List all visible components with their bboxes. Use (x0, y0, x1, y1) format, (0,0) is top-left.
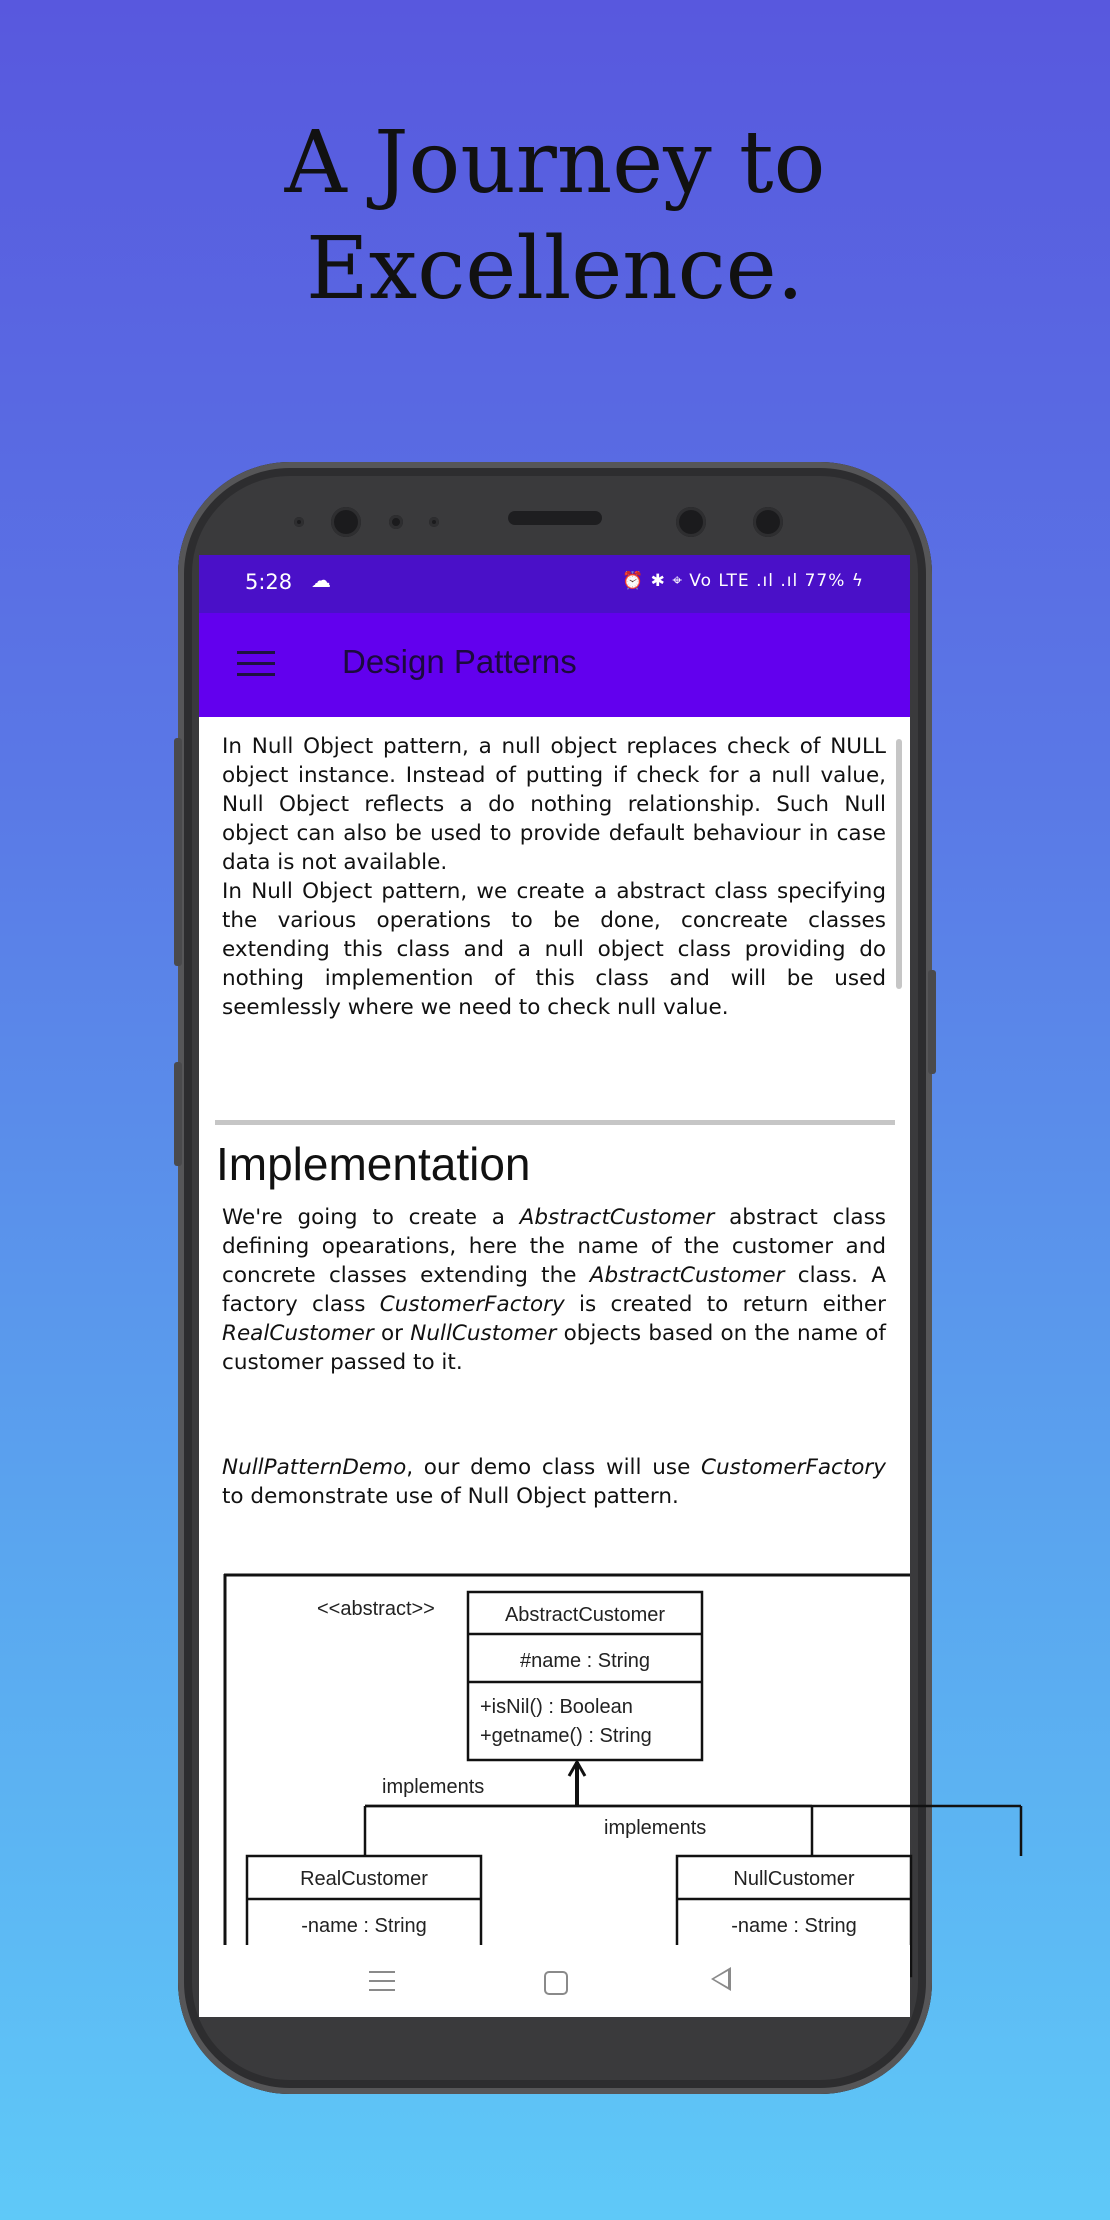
front-sensor-4 (676, 507, 706, 537)
abstract-class-method-1: +isNil() : Boolean (480, 1696, 633, 1718)
paragraph-description: In Null Object pattern, we create a abstract class specifying the various operations to be done, concreate classes extending this class and a null object class providing do nothing implemention of this class and will be used seemlessly where we need to check null value. (222, 879, 886, 1020)
front-sensor-3 (429, 517, 439, 527)
front-sensor-1 (294, 517, 304, 527)
abstract-class-attr: #name : String (519, 1650, 651, 1672)
paragraph-demo: NullPatternDemo, our demo class will use CustomerFactory to demonstrate use of Null Object pattern. (222, 1455, 886, 1509)
paragraph-implementation: We're going to create a AbstractCustomer abstract class defining opearations, here the name of the customer and concrete classes extending the AbstractCustomer class. A factory class CustomerFactory is created to return either RealCustomer or NullCustomer objects based on the name of customer passed to it. (222, 1205, 886, 1375)
phone-frame (178, 462, 932, 2094)
home-icon[interactable] (544, 1971, 568, 1995)
hamburger-menu-icon[interactable] (237, 651, 275, 679)
cloud-icon: ☁ (311, 568, 331, 592)
abstract-class-method-2: +getname() : String (480, 1725, 652, 1747)
side-button-left-2 (174, 1062, 182, 1166)
stereotype-label: <<abstract>> (317, 1598, 435, 1620)
abstract-customer-class (468, 1592, 702, 1760)
section-divider (215, 1120, 895, 1125)
app-title: Design Patterns (342, 643, 577, 680)
headline-line-1: A Journey to (284, 113, 826, 213)
front-camera-icon (331, 507, 361, 537)
uml-class-diagram (224, 1574, 910, 1954)
side-button-right (928, 970, 936, 1074)
status-bar (199, 555, 910, 613)
headline-line-2: Excellence. (305, 219, 805, 319)
front-sensor-2 (389, 515, 403, 529)
back-icon[interactable] (711, 1967, 731, 1991)
phone-screen (199, 555, 910, 2017)
system-navigation-bar (199, 1945, 910, 2017)
promo-headline (0, 110, 1110, 322)
section-heading: Implementation (216, 1138, 531, 1190)
side-button-left-1 (174, 738, 182, 966)
implements-label-left: implements (382, 1776, 485, 1798)
status-time: 5:28 (245, 570, 293, 594)
implements-label-right: implements (604, 1817, 707, 1839)
article-content[interactable] (199, 717, 910, 1945)
abstract-class-name: AbstractCustomer (504, 1604, 666, 1626)
paragraph-intro: In Null Object pattern, a null object replaces check of NULL object instance. Instead of putting if check for a null value, Null Object reflects a do nothing relationship. Such Null object can also be used to provide default behaviour in case data is not available. (222, 734, 886, 875)
status-icons: ⏰ ✱ ⌖ Vo LTE .ıl .ıl 77% ϟ (622, 571, 864, 591)
null-class-name: NullCustomer (733, 1868, 855, 1890)
earpiece-speaker (508, 511, 602, 525)
app-bar (199, 613, 910, 717)
scrollbar[interactable] (896, 739, 902, 989)
recents-icon[interactable] (369, 1971, 395, 1993)
front-sensor-5 (753, 507, 783, 537)
real-class-attr: -name : String (301, 1915, 427, 1937)
null-class-attr: -name : String (731, 1915, 857, 1937)
real-class-name: RealCustomer (300, 1868, 428, 1890)
